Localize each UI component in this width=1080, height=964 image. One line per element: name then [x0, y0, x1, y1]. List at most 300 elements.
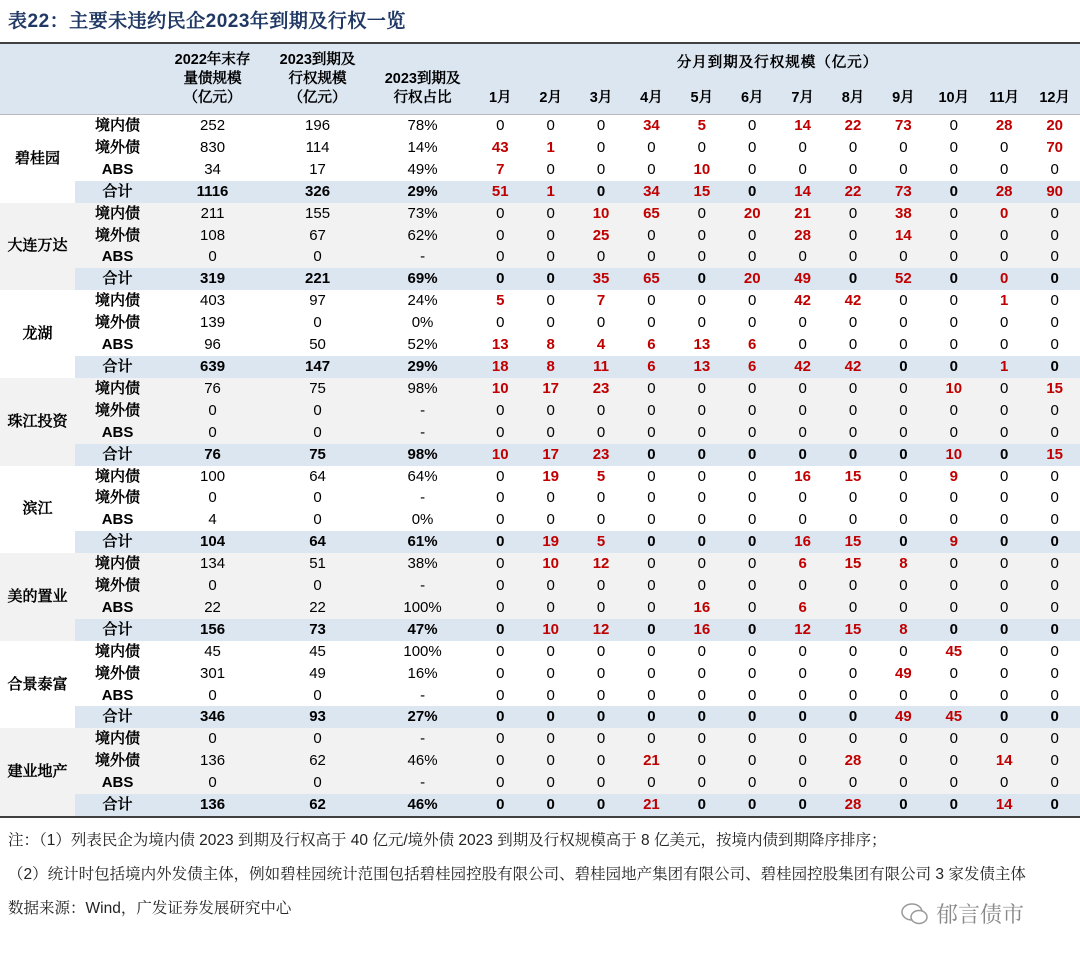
month-value: 0: [525, 422, 575, 444]
month-value: 0: [899, 292, 908, 310]
bond-type: 境外债: [95, 664, 141, 682]
month-value: 0: [979, 772, 1029, 794]
month-value: 70: [1046, 138, 1064, 156]
month-value: 16: [794, 467, 811, 485]
header-type: [75, 43, 160, 115]
month-value: 0: [748, 138, 757, 156]
due-value: 0: [313, 686, 322, 704]
month-value: 0: [777, 750, 827, 772]
month-value: 0: [496, 664, 505, 682]
due-value: 45: [309, 642, 326, 660]
pct-value: 69%: [370, 268, 475, 290]
month-value: 0: [576, 246, 626, 268]
month-value: 0: [576, 400, 626, 422]
bond-type: 合计: [75, 706, 160, 728]
month-value: 22: [828, 181, 878, 203]
stock-value: 252: [200, 117, 226, 134]
month-value: 0: [496, 467, 505, 485]
month-value: 4: [596, 336, 606, 354]
stock-value: 96: [204, 336, 221, 354]
month-value: 0: [697, 292, 706, 310]
month-value: 0: [677, 378, 727, 400]
month-value: 0: [979, 728, 1029, 750]
table-row: [0, 728, 1080, 750]
due-value: 221: [265, 268, 370, 290]
month-value: 6: [777, 597, 827, 619]
stock-value: 319: [160, 268, 265, 290]
month-value: 0: [647, 138, 656, 156]
month-value: 0: [1000, 642, 1009, 660]
maturity-table: [0, 42, 1080, 818]
bond-type: 合计: [75, 794, 160, 816]
month-value: 14: [878, 225, 928, 247]
month-value: 0: [677, 203, 727, 225]
month-value: 0: [626, 575, 676, 597]
month-value: 0: [949, 314, 958, 332]
month-value: 0: [525, 772, 575, 794]
month-value: 0: [576, 706, 626, 728]
month-value: 0: [677, 750, 727, 772]
due-value: 62: [265, 750, 370, 772]
month-value: 12: [576, 619, 626, 641]
stock-value: 0: [208, 686, 217, 704]
bond-type: 境内债: [75, 553, 160, 575]
table-row: [0, 290, 1080, 312]
bond-type: ABS: [101, 511, 134, 529]
month-value: 0: [1050, 511, 1059, 529]
stock-value: 34: [204, 160, 221, 178]
month-value: 0: [777, 728, 827, 750]
month-value: 0: [1050, 467, 1059, 485]
month-value: 0: [777, 772, 827, 794]
month-value: 0: [626, 444, 676, 466]
month-value: 0: [697, 642, 706, 660]
month-value: 0: [647, 664, 656, 682]
month-value: 0: [596, 160, 606, 178]
month-value: 65: [626, 268, 676, 290]
month-value: 0: [546, 489, 555, 507]
month-value: 0: [798, 489, 807, 507]
due-value: 0: [265, 728, 370, 750]
month-value: 16: [677, 597, 727, 619]
due-value: 147: [265, 356, 370, 378]
month-value: 45: [945, 642, 963, 660]
month-value: 7: [596, 292, 606, 310]
month-value: 0: [777, 422, 827, 444]
bond-type: ABS: [101, 336, 134, 354]
due-value: 0: [313, 489, 322, 507]
month-value: 28: [979, 181, 1029, 203]
stock-value: 136: [160, 750, 265, 772]
bond-type: ABS: [101, 686, 134, 704]
month-label: 8月: [841, 90, 865, 106]
month-value: 38: [878, 203, 928, 225]
stock-value: 45: [204, 642, 221, 660]
month-value: 0: [828, 246, 878, 268]
month-value: 43: [491, 138, 509, 156]
month-value: 0: [546, 292, 555, 310]
stock-value: 639: [160, 356, 265, 378]
company-name: 建业地产: [0, 728, 75, 816]
table-row: [0, 400, 1080, 422]
month-value: 0: [677, 553, 727, 575]
month-value: 0: [878, 772, 928, 794]
month-value: 0: [929, 246, 979, 268]
month-value: 0: [596, 664, 606, 682]
month-value: 0: [546, 314, 555, 332]
month-value: 0: [496, 511, 505, 529]
month-value: 8: [878, 619, 928, 641]
month-value: 0: [475, 400, 525, 422]
month-value: 0: [626, 728, 676, 750]
month-value: 0: [626, 706, 676, 728]
month-value: 0: [828, 772, 878, 794]
month-value: 0: [525, 225, 575, 247]
stock-value: 139: [200, 314, 226, 332]
header-pct: [370, 43, 475, 115]
month-value: 0: [626, 531, 676, 553]
month-value: 0: [596, 489, 606, 507]
month-value: 0: [929, 619, 979, 641]
month-value: 0: [546, 160, 555, 178]
stock-value: 76: [160, 378, 265, 400]
month-value: 0: [475, 553, 525, 575]
stock-value: 0: [160, 246, 265, 268]
month-value: 1: [979, 356, 1029, 378]
month-value: 0: [727, 619, 777, 641]
note-2: （2）统计时包括境内外发债主体，例如碧桂园统计范围包括碧桂园控股有限公司、碧桂园地产集团有限公司、碧桂园控股集团有限公司 3 家发债主体: [8, 866, 1026, 883]
table-row: [0, 641, 1080, 663]
table-row: [0, 531, 1080, 553]
month-value: 0: [647, 489, 656, 507]
month-value: 0: [929, 553, 979, 575]
month-value: 0: [899, 138, 908, 156]
bond-type: 境内债: [75, 203, 160, 225]
due-value: 75: [265, 378, 370, 400]
month-value: 10: [475, 378, 525, 400]
due-value: 50: [309, 336, 326, 354]
stock-value: 4: [208, 511, 217, 529]
stock-value: 104: [160, 531, 265, 553]
month-value: 16: [677, 619, 727, 641]
month-value: 0: [748, 664, 757, 682]
month-value: 0: [475, 268, 525, 290]
month-value: 0: [677, 728, 727, 750]
bond-type: 境内债: [75, 728, 160, 750]
month-value: 0: [727, 444, 777, 466]
due-value: 62: [265, 794, 370, 816]
table-row: [0, 444, 1080, 466]
table-row: [0, 663, 1080, 685]
month-value: 0: [929, 225, 979, 247]
month-value: 0: [1029, 750, 1080, 772]
month-value: 20: [1046, 117, 1064, 134]
due-value: 114: [305, 138, 330, 156]
month-value: 0: [979, 706, 1029, 728]
month-value: 0: [576, 750, 626, 772]
month-value: 0: [677, 531, 727, 553]
month-value: 0: [727, 225, 777, 247]
table-row: [0, 706, 1080, 728]
month-label: 12月: [1039, 90, 1070, 106]
month-value: 0: [496, 314, 505, 332]
month-value: 0: [677, 575, 727, 597]
bond-type: ABS: [101, 160, 134, 178]
month-value: 0: [798, 160, 807, 178]
month-value: 0: [929, 794, 979, 816]
month-label: 6月: [740, 90, 764, 106]
month-value: 0: [748, 314, 757, 332]
bond-type: 境外债: [95, 314, 141, 332]
month-value: 0: [727, 794, 777, 816]
pct-value: 73%: [370, 203, 475, 225]
month-value: 8: [525, 356, 575, 378]
month-value: 0: [475, 246, 525, 268]
bond-type: 合计: [75, 181, 160, 203]
header-pct-line: 2023到期及: [384, 71, 461, 87]
company-name: 大连万达: [0, 203, 75, 291]
month-value: 15: [828, 553, 878, 575]
month-value: 0: [828, 422, 878, 444]
due-value: 0: [265, 422, 370, 444]
due-value: 64: [265, 531, 370, 553]
bond-type: 合计: [75, 356, 160, 378]
bond-type: 境外债: [75, 575, 160, 597]
month-value: 0: [677, 246, 727, 268]
bond-type: 境内债: [75, 378, 160, 400]
month-value: 0: [727, 181, 777, 203]
month-value: 0: [929, 772, 979, 794]
month-value: 0: [929, 575, 979, 597]
due-value: 97: [309, 292, 326, 310]
month-value: 0: [878, 750, 928, 772]
header-monthly-group: 分月到期及行权规模（亿元）: [676, 55, 879, 71]
month-value: 73: [895, 117, 912, 134]
month-value: 0: [929, 203, 979, 225]
month-value: 0: [475, 531, 525, 553]
month-value: 0: [979, 225, 1029, 247]
month-value: 0: [626, 553, 676, 575]
month-value: 0: [647, 160, 656, 178]
month-value: 20: [727, 268, 777, 290]
due-value: 155: [265, 203, 370, 225]
table-row: [0, 509, 1080, 531]
month-value: 0: [777, 444, 827, 466]
month-value: 0: [647, 314, 656, 332]
month-value: 0: [727, 706, 777, 728]
month-value: 0: [576, 794, 626, 816]
month-value: 22: [844, 117, 862, 134]
month-value: 0: [1000, 686, 1009, 704]
month-value: 0: [979, 575, 1029, 597]
month-value: 0: [677, 444, 727, 466]
month-value: 10: [693, 160, 711, 178]
month-value: 0: [677, 794, 727, 816]
pct-value: 64%: [407, 467, 438, 485]
month-value: 0: [979, 619, 1029, 641]
month-value: 0: [496, 117, 505, 134]
month-value: 0: [677, 772, 727, 794]
month-value: 0: [929, 422, 979, 444]
month-value: 0: [727, 750, 777, 772]
month-value: 0: [748, 467, 757, 485]
month-value: 0: [828, 597, 878, 619]
month-value: 0: [1050, 292, 1059, 310]
pct-value: 61%: [370, 531, 475, 553]
header-pct-line: 行权占比: [393, 90, 452, 106]
month-value: 0: [727, 531, 777, 553]
month-value: 0: [647, 511, 656, 529]
bond-type: 合计: [75, 619, 160, 641]
bond-type: 境内债: [95, 642, 141, 660]
month-value: 0: [777, 794, 827, 816]
month-value: 15: [828, 619, 878, 641]
due-value: 196: [305, 117, 331, 134]
month-value: 0: [626, 246, 676, 268]
stock-value: 403: [200, 292, 226, 310]
month-value: 0: [576, 422, 626, 444]
month-label: 2月: [539, 90, 562, 106]
pct-value: 78%: [407, 117, 438, 134]
month-value: 0: [1050, 314, 1059, 332]
month-value: 0: [677, 268, 727, 290]
month-value: 73: [878, 181, 928, 203]
month-value: 0: [576, 181, 626, 203]
month-value: 0: [596, 117, 606, 134]
month-value: 0: [798, 686, 807, 704]
header-due-line: 行权规模: [288, 71, 347, 87]
month-value: 0: [626, 772, 676, 794]
table-row: [0, 203, 1080, 225]
month-value: 0: [798, 336, 807, 354]
table-body: [0, 115, 1080, 817]
month-value: 0: [677, 225, 727, 247]
stock-value: 100: [200, 467, 226, 485]
pct-value: -: [370, 575, 475, 597]
month-value: 0: [697, 686, 706, 704]
due-value: 73: [265, 619, 370, 641]
stock-value: 301: [200, 664, 226, 682]
month-value: 0: [979, 378, 1029, 400]
month-value: 17: [525, 444, 575, 466]
month-value: 0: [475, 225, 525, 247]
month-value: 0: [878, 356, 928, 378]
month-value: 14: [979, 794, 1029, 816]
month-value: 9: [929, 531, 979, 553]
month-value: 0: [475, 203, 525, 225]
month-value: 0: [748, 642, 757, 660]
table-row: [0, 597, 1080, 619]
month-value: 0: [1050, 489, 1059, 507]
due-value: 0: [313, 511, 322, 529]
watermark-text: 郁言债市: [936, 902, 1025, 927]
month-value: 0: [677, 422, 727, 444]
pct-value: -: [370, 400, 475, 422]
month-value: 0: [878, 246, 928, 268]
month-value: 0: [525, 794, 575, 816]
month-value: 10: [475, 444, 525, 466]
month-value: 0: [1050, 160, 1059, 178]
month-value: 0: [848, 489, 858, 507]
month-value: 5: [596, 467, 606, 485]
month-value: 0: [979, 400, 1029, 422]
month-value: 0: [878, 597, 928, 619]
company-name: 合景泰富: [7, 675, 68, 693]
month-value: 0: [899, 489, 908, 507]
month-value: 0: [697, 138, 706, 156]
month-value: 11: [576, 356, 626, 378]
month-value: 0: [1050, 664, 1059, 682]
bond-type: 境外债: [75, 750, 160, 772]
table-row: [0, 553, 1080, 575]
month-value: 65: [626, 203, 676, 225]
pct-value: 98%: [370, 444, 475, 466]
header-stock-line: 2022年末存: [174, 52, 251, 68]
month-value: 0: [1000, 314, 1009, 332]
month-value: 20: [727, 203, 777, 225]
month-value: 8: [546, 336, 555, 354]
month-value: 0: [525, 728, 575, 750]
due-value: 75: [265, 444, 370, 466]
month-value: 0: [626, 400, 676, 422]
month-value: 6: [647, 336, 656, 354]
month-value: 0: [1029, 575, 1080, 597]
watermark: [900, 898, 1024, 929]
month-value: 0: [828, 378, 878, 400]
month-value: 0: [496, 642, 505, 660]
month-value: 0: [828, 203, 878, 225]
header-stock: [160, 43, 265, 115]
month-value: 0: [546, 117, 555, 134]
pct-value: 0%: [411, 314, 434, 332]
bond-type: ABS: [75, 246, 160, 268]
month-value: 0: [748, 489, 757, 507]
pct-value: -: [420, 489, 426, 507]
month-value: 0: [475, 772, 525, 794]
month-value: 0: [525, 246, 575, 268]
month-label: 9月: [892, 90, 915, 106]
month-value: 0: [596, 314, 606, 332]
month-value: 0: [979, 246, 1029, 268]
note-source: 数据来源：Wind，广发证券发展研究中心: [8, 900, 292, 917]
month-value: 0: [1029, 772, 1080, 794]
month-value: 0: [1029, 422, 1080, 444]
month-value: 21: [626, 750, 676, 772]
month-value: 0: [475, 575, 525, 597]
month-value: 21: [626, 794, 676, 816]
month-value: 0: [475, 597, 525, 619]
note-1: 注：（1）列表民企为境内债 2023 到期及行权高于 40 亿元/境外债 2023 到期及行权规模高于 8 亿美元，按境内债到期降序排序；: [8, 832, 887, 849]
month-value: 0: [576, 575, 626, 597]
stock-value: 136: [160, 794, 265, 816]
month-value: 0: [979, 268, 1029, 290]
table-row: [0, 619, 1080, 641]
pct-value: 29%: [370, 181, 475, 203]
month-value: 0: [525, 203, 575, 225]
month-value: 0: [979, 444, 1029, 466]
due-value: 0: [265, 772, 370, 794]
pct-value: -: [420, 686, 426, 704]
month-value: 0: [475, 706, 525, 728]
month-value: 0: [899, 642, 908, 660]
pct-value: 46%: [370, 794, 475, 816]
month-value: 0: [1029, 268, 1080, 290]
month-value: 0: [727, 597, 777, 619]
due-value: 51: [265, 553, 370, 575]
month-label: 7月: [791, 90, 814, 106]
month-value: 0: [929, 268, 979, 290]
month-value: 6: [748, 336, 757, 354]
